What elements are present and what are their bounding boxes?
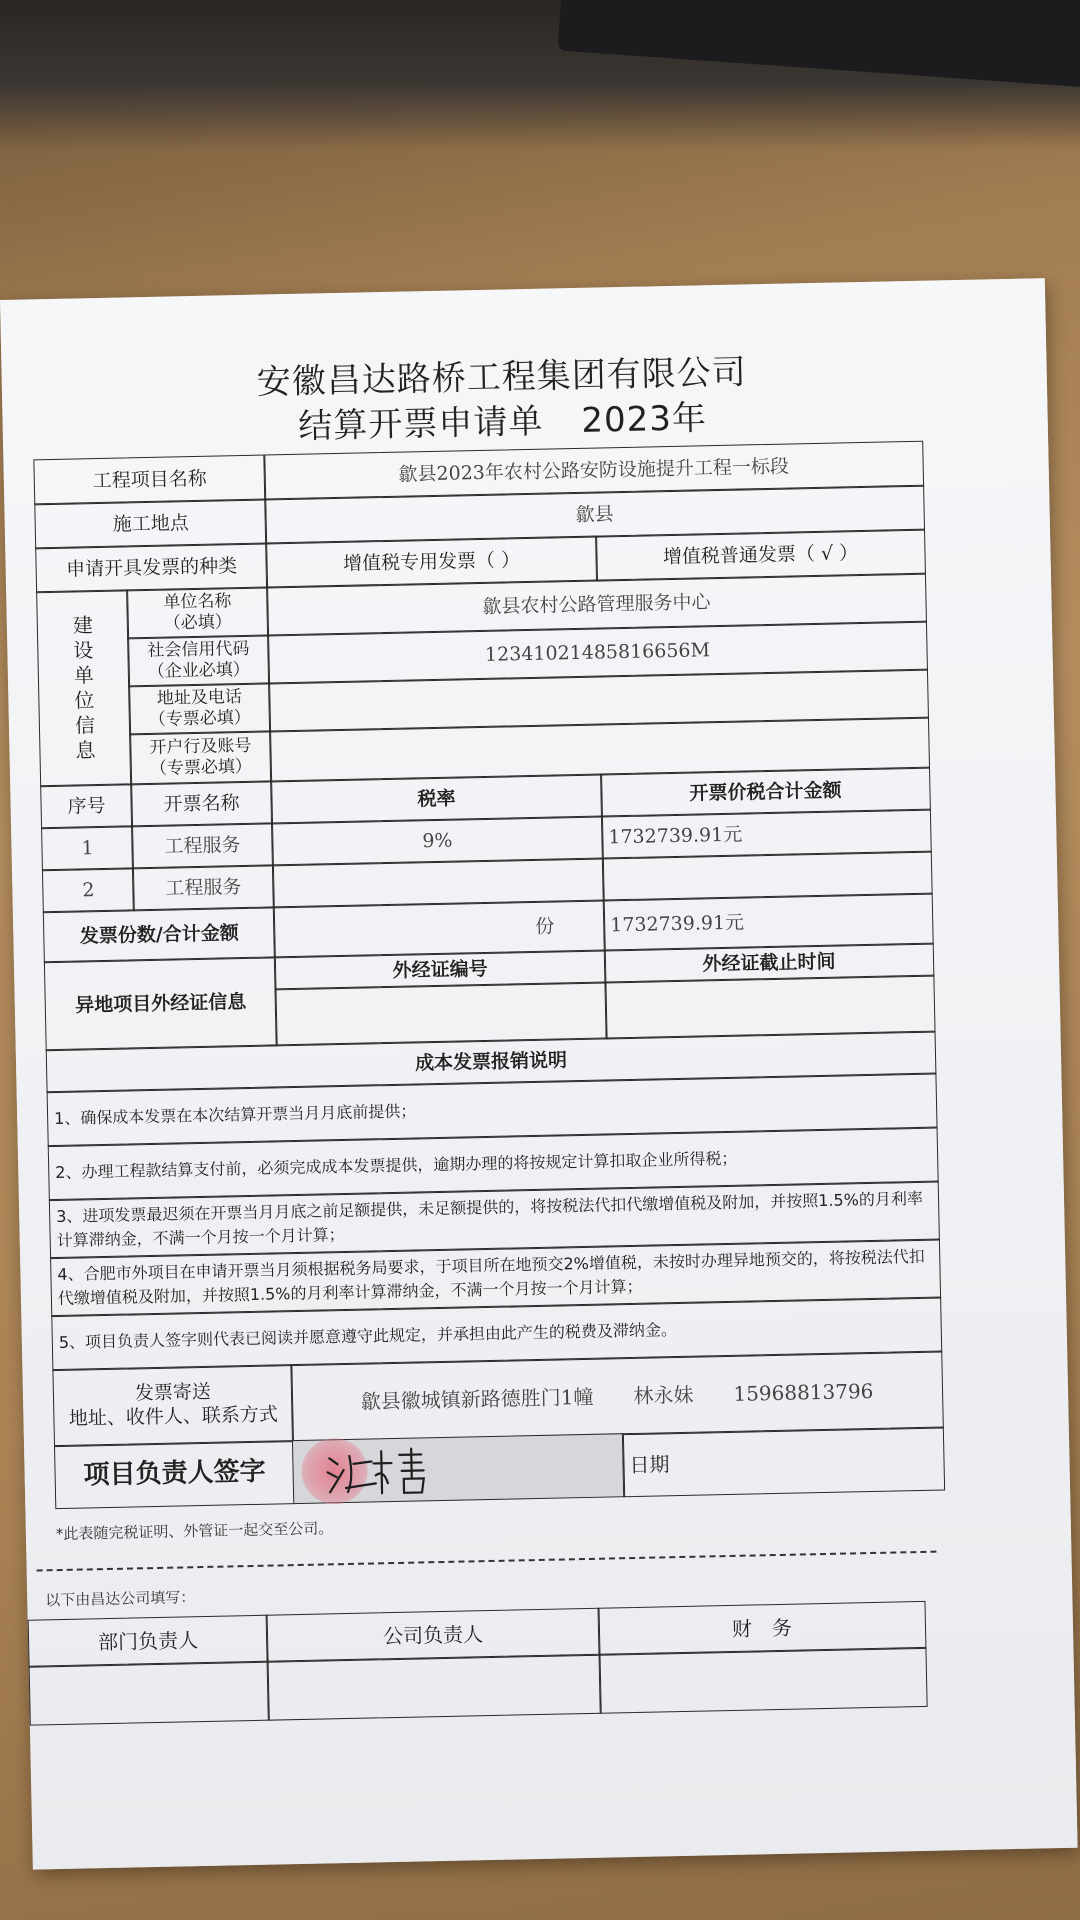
signature-area (292, 1433, 625, 1504)
cert-deadline-value (604, 975, 935, 1040)
footnote: *此表随完税证明、外管证一起交至公司。 (55, 1519, 334, 1544)
office-section-label: 以下由昌达公司填写： (45, 1588, 196, 1610)
item-no: 2 (42, 867, 135, 913)
col-amount-header: 开票价税合计金额 (600, 767, 931, 818)
notes-heading: 成本发票报销说明 (46, 1031, 937, 1094)
company-head-label: 公司负责人 (266, 1608, 601, 1663)
finance-label: 财 务 (598, 1601, 927, 1656)
address-phone-label: 地址及电话 （专票必填） (128, 682, 271, 735)
dept-head-sign (29, 1661, 270, 1726)
credit-code-value: 12341021485816656M (267, 621, 928, 685)
col-rate-header: 税率 (270, 773, 603, 824)
cert-no-header: 外经证编号 (274, 949, 607, 990)
totals-copies: 份 (273, 899, 606, 958)
credit-code-label: 社会信用代码 （企业必填） (127, 634, 270, 687)
note-item: 4、合肥市外项目在申请开票当月须根据税务局要求，于项目所在地预交2%增值税，未按时办理异地预交的，将按税法代扣代缴增值税及附加，并按照1.5%的月利率计算滞纳金，不满一个月按一个月计算； (50, 1239, 941, 1318)
note-item: 1、确保成本发票在本次结算开票当月月底前提供； (47, 1073, 938, 1148)
handwritten-signature (323, 1443, 474, 1498)
item-rate: 9% (271, 815, 604, 866)
cert-deadline-header: 外经证截止时间 (604, 943, 935, 984)
dept-head-label: 部门负责人 (28, 1615, 269, 1668)
builder-info-group-label: 建 设 单 位 信 息 (36, 589, 132, 787)
note-item: 2、办理工程款结算支付前，必须完成成本发票提供，逾期办理的将按规定计算扣取企业所得税； (48, 1127, 939, 1202)
col-name-header: 开票名称 (130, 780, 273, 827)
item-name: 工程服务 (131, 822, 274, 869)
item-amount: 1732739.91元 (601, 809, 932, 860)
form-year: 2023年 (580, 398, 708, 441)
unit-name-value: 歙县农村公路管理服务中心 (266, 573, 927, 637)
note-item: 3、进项发票最迟须在开票当月月底之前足额提供，未足额提供的，将按税法代扣代缴增值税及附加，并按照1.5%的月利率计算滞纳金，不满一个月按一个月计算； (49, 1181, 940, 1260)
totals-amount: 1732739.91元 (603, 893, 934, 952)
date-label: 日期 (629, 1452, 670, 1478)
date-field (622, 1426, 945, 1497)
item-name: 工程服务 (132, 864, 275, 911)
cert-no-value (274, 981, 607, 1046)
cut-line (37, 1551, 937, 1572)
signature-label: 项目负责人签字 (54, 1440, 295, 1509)
invoice-type-label: 申请开具发票的种类 (35, 542, 268, 593)
site-value: 歙县 (264, 485, 925, 545)
totals-label: 发票份数/合计金额 (43, 906, 276, 963)
bank-account-label: 开户行及账号 （专票必填） (129, 730, 272, 785)
invoice-type-normal: 增值税普通发票（ √ ） (595, 529, 926, 582)
unit-name-label: 单位名称 （必填） (126, 586, 269, 639)
mailing-phone: 15968813796 (733, 1378, 874, 1406)
site-label: 施工地点 (34, 498, 267, 549)
company-name: 安徽昌达路桥工程集团有限公司 (256, 352, 748, 403)
form-title: 结算开票申请单 (298, 401, 544, 447)
company-head-sign (267, 1654, 602, 1721)
invoice-type-special: 增值税专用发票（ ） (265, 536, 598, 589)
finance-sign (598, 1647, 927, 1714)
invoice-application-form (0, 278, 1078, 1870)
offsite-label: 异地项目外经证信息 (44, 956, 278, 1051)
col-no-header: 序号 (40, 783, 133, 829)
mailing-recipient: 林永妹 (633, 1382, 694, 1408)
project-name-label: 工程项目名称 (33, 454, 266, 505)
mailing-address: 歙县徽城镇新路德胜门1幢 (360, 1384, 594, 1414)
item-no: 1 (41, 825, 134, 871)
mailing-label: 发票寄送 地址、收件人、联系方式 (52, 1364, 294, 1447)
note-item: 5、项目负责人签字则代表已阅读并愿意遵守此规定，并承担由此产生的税费及滞纳金。 (51, 1297, 942, 1372)
project-name-value: 歙县2023年农村公路安防设施提升工程一标段 (263, 441, 924, 501)
